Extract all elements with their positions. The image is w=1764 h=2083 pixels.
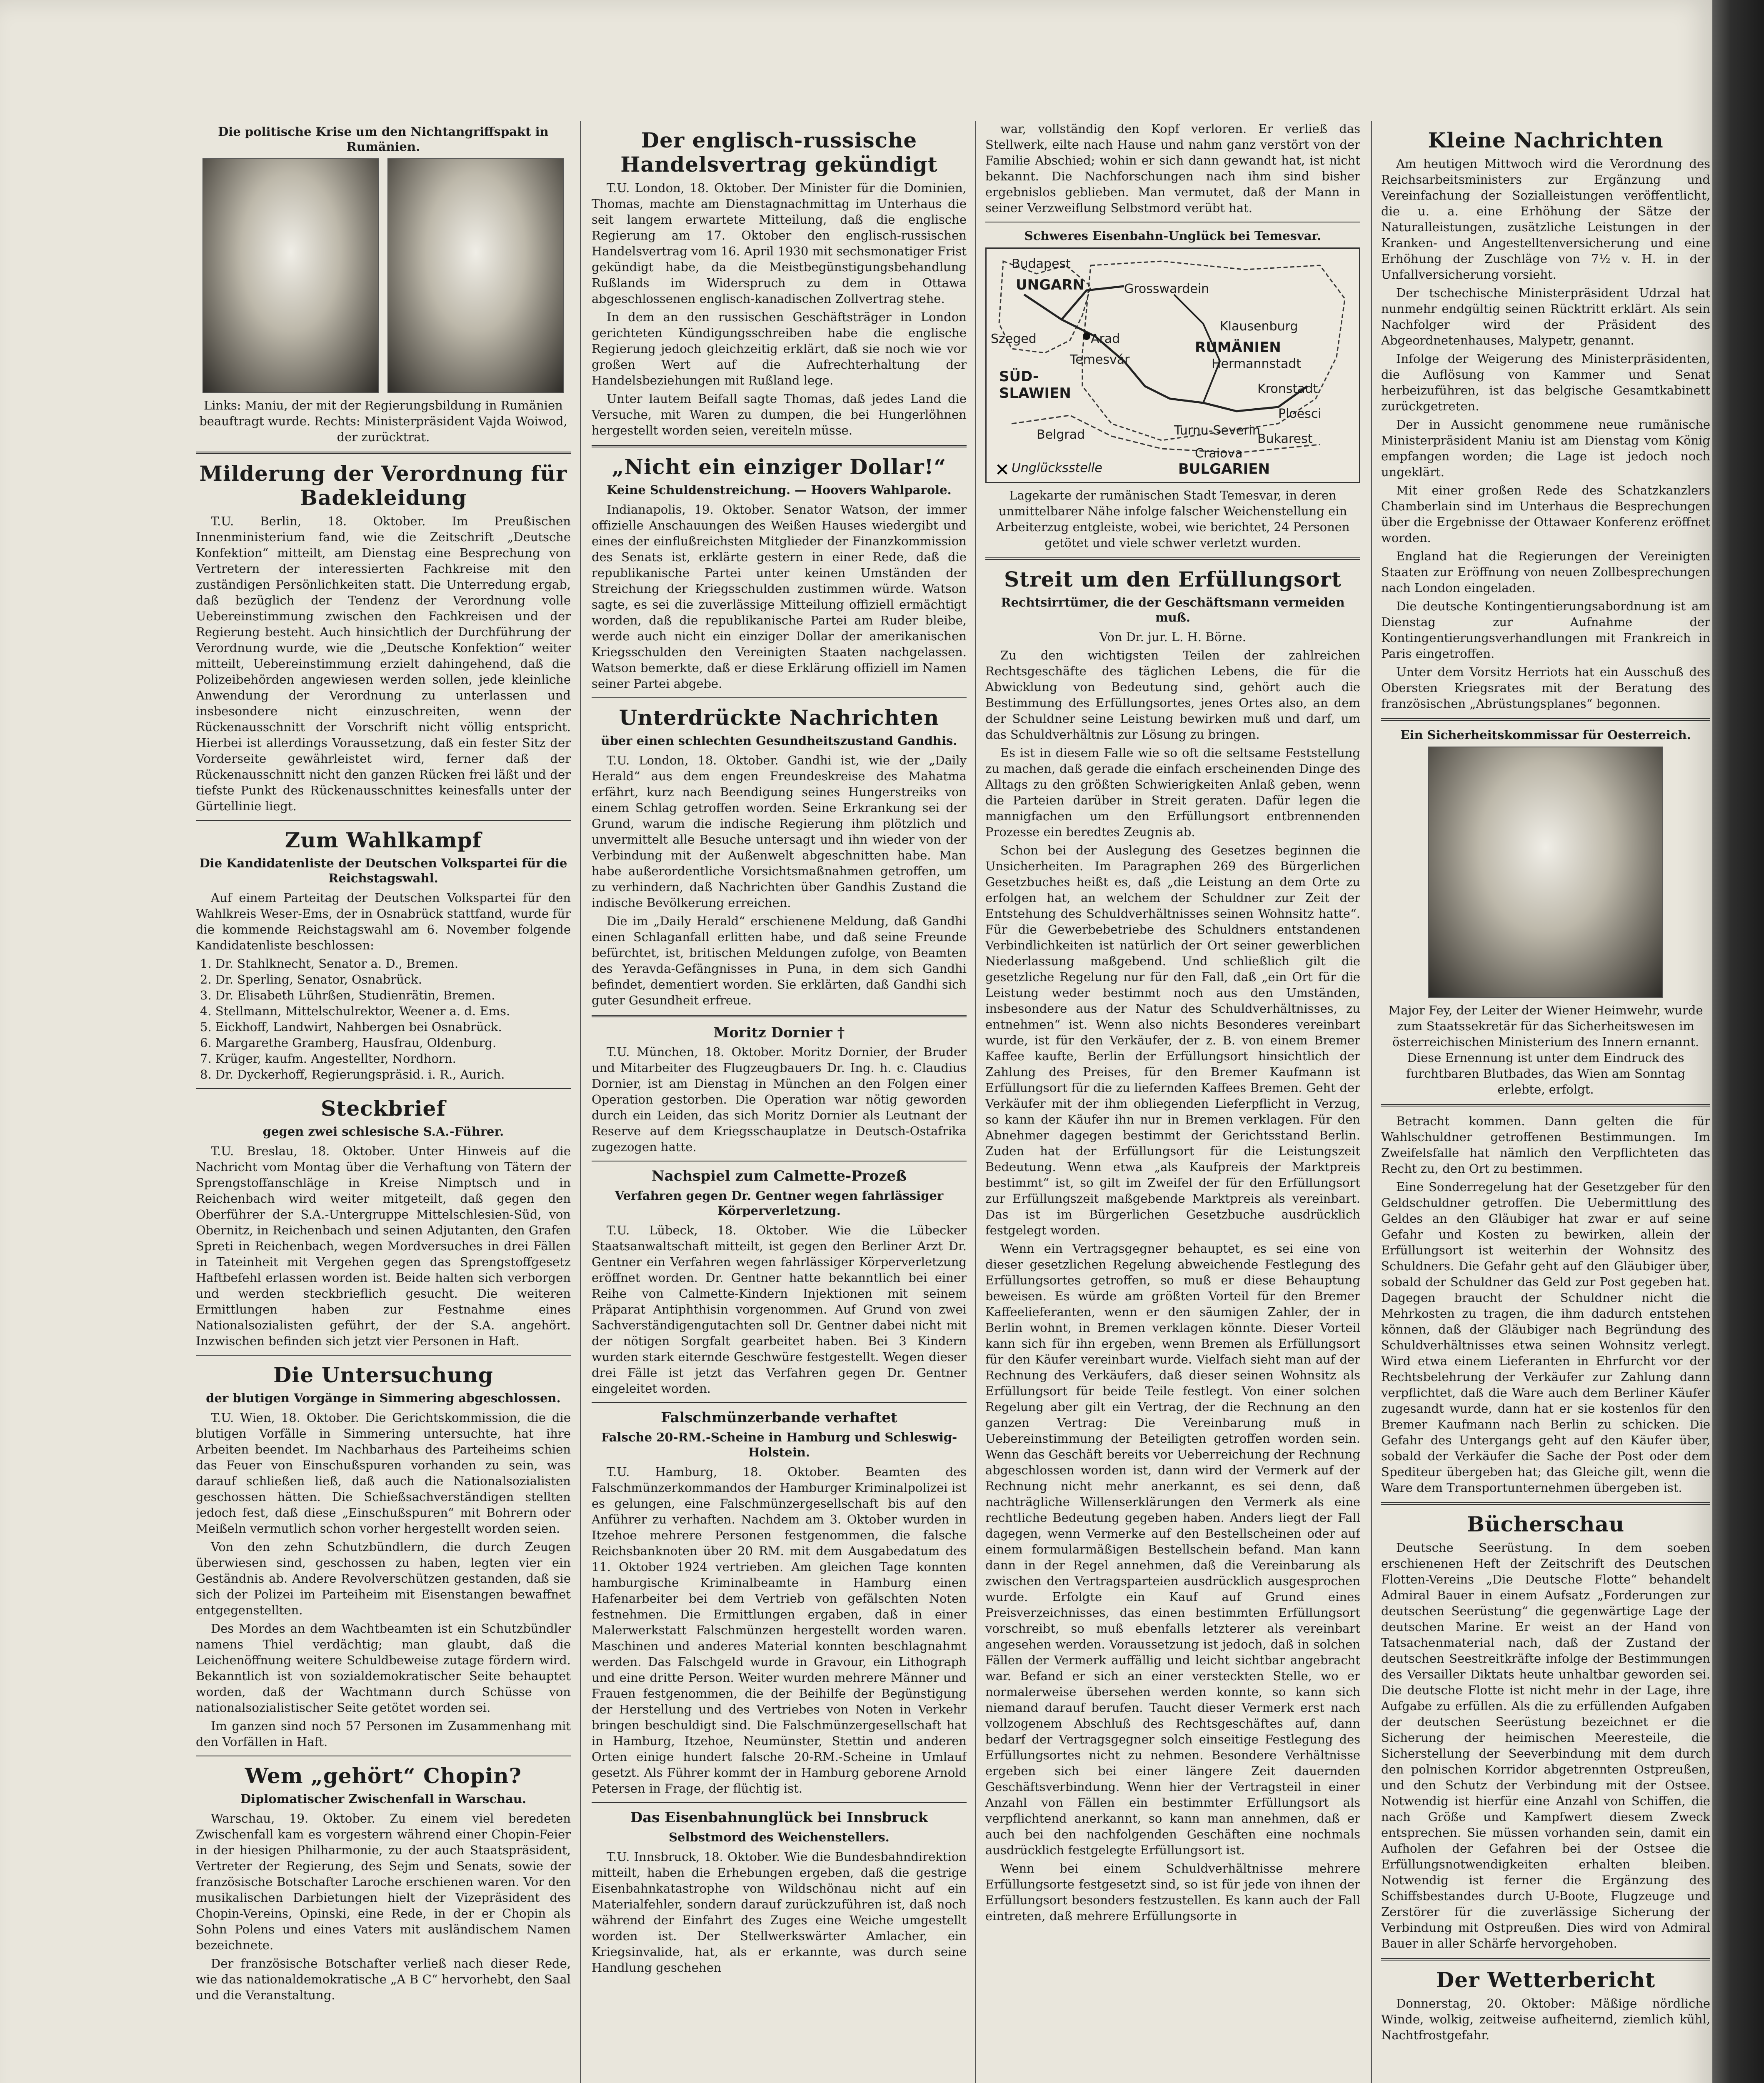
article-body: T.U. Wien, 18. Oktober. Die Gerichtskommission, die die blutigen Vorfälle in Simmering untersuchte, hat ihre Arbeiten beendet. Im Nachbarhaus des Parteiheims schien das Feuer von Einschußspuren vorhanden zu sein, was darauf schließen ließ, daß auch die Nationalsozialisten geschossen hätten. Die Schießsachverständigen stellten jedoch fest, daß diese „Einschußspuren“ mit Bohrern oder Meißeln vermutlich schon vorher hergestellt worden seien. — [196, 1411, 571, 1536]
separator — [592, 1402, 967, 1403]
separator — [196, 820, 571, 821]
map-label: Grosswardein — [1124, 282, 1209, 296]
map-label: Szeged — [991, 332, 1037, 346]
map-label: RUMÄNIEN — [1195, 339, 1281, 356]
article-subtitle: Diplomatischer Zwischenfall in Warschau. — [240, 1792, 527, 1806]
article-body: Die im „Daily Herald“ erschienene Meldung, daß Gandhi einen Schlaganfall erlitten habe, und daß seine Freunde befürchtet, ist, britischen Meldungen zufolge, von Beamten des Yeravda-Gefängnisses in Puna, in dem sich Gandhi befindet, dementiert worden. Sie erklärten, daß Gandhi sich guter Gesundheit erfreue. — [592, 914, 967, 1007]
article-title: Kleine Nachrichten — [1428, 128, 1664, 152]
list-item: 1. Dr. Stahlknecht, Senator a. D., Bremen. — [200, 957, 459, 971]
article-title: Die Untersuchung — [273, 1363, 493, 1387]
photo-heading: Die politische Krise um den Nichtangriffspakt in Rumänien. — [218, 125, 549, 154]
separator — [196, 1355, 571, 1356]
article-subtitle: der blutigen Vorgänge in Simmering abgeschlossen. — [206, 1391, 561, 1405]
map-label: Kronstadt — [1257, 382, 1318, 396]
map-label: Temesvár — [1070, 352, 1130, 367]
map-label: Belgrad — [1037, 427, 1085, 442]
portrait-maniu — [202, 158, 379, 393]
portrait-pair — [196, 158, 571, 393]
article-title: „Nicht ein einziger Dollar!“ — [612, 455, 947, 479]
article-title: Wem „gehört“ Chopin? — [245, 1763, 522, 1788]
separator — [985, 557, 1360, 560]
article-title: Nachspiel zum Calmette-Prozeß — [651, 1168, 907, 1184]
article-subtitle: Verfahren gegen Dr. Gentner wegen fahrlässiger Körperverletzung. — [615, 1189, 944, 1218]
article-body: In dem an den russischen Geschäftsträger in London gerichteten Kündigungsschreiben habe die englische Regierung jedoch gleichzeitig erklärt, daß sie noch wie vor großen Wert auf die Aufrechterhaltung der Handelsbeziehungen mit Rußland lege. — [592, 310, 967, 387]
map-label: Hermannstadt — [1212, 357, 1302, 371]
article-subtitle: Selbstmord des Weichenstellers. — [669, 1830, 889, 1844]
article-body: T.U. London, 18. Oktober. Der Minister für die Dominien, Thomas, machte am Dienstagnachmittag im Unterhaus die seit langem erwartete Mitteilung, daß die englische Regierung am 17. Oktober den englisch-russischen Handelsvertrag vom 16. April 1930 mit sechsmonatiger Frist gekündigt habe, da die Meistbegünstigungsbehandlung Rußlands im Widerspruch zu dem in Ottawa abgeschlossenen englisch-kanadischen Zollvertrag stehe. — [592, 181, 967, 306]
article-title: Falschmünzerbande verhaftet — [661, 1409, 897, 1426]
article-title: Steckbrief — [321, 1096, 446, 1121]
article-title: Streit um den Erfüllungsort — [1004, 567, 1342, 592]
column-2 — [592, 121, 967, 2083]
article-body: Mit einer großen Rede des Schatzkanzlers Chamberlain sind im Unterhaus die Besprechungen über die Ergebnisse der Ottawaer Konferenz eröffnet worden. — [1381, 483, 1710, 545]
article-body: Indianapolis, 19. Oktober. Senator Watson, der immer offizielle Anschauungen des Weißen Hauses wiedergibt und eines der einflußreichsten Mitglieder der Finanzkommission des Senats ist, erklärte gestern in einer Rede, daß die republikanische Partei unter keinen Umständen der Streichung der Kriegsschulden zustimmen würde. Watson sagte, es sei die zuverlässige Mitteilung offiziell ermächtigt worden, daß die republikanische Partei am Ruder bleibe, werde auch nicht ein einziger Dollar der amerikanischen Kriegsschulden den Vereinigten Staaten nachgelassen. Watson bemerkte, daß er diese Erklärung offiziell im Namen seiner Partei abgebe. — [592, 502, 967, 691]
map-label: Arad — [1091, 332, 1120, 346]
map-label: SLAWIEN — [999, 385, 1071, 402]
article-title: Unterdrückte Nachrichten — [619, 705, 939, 730]
separator — [196, 1088, 571, 1089]
article-body: Betracht kommen. Dann gelten die für Wahlschuldner getroffenen Bestimmungen. Im Zweifelsfalle hat nämlich den Verpflichteten das Recht zu, den Ort zu bestimmen. — [1381, 1114, 1710, 1176]
article-subtitle: Rechtsirrtümer, die der Geschäftsmann vermeiden muß. — [1001, 595, 1345, 624]
article-body: T.U. London, 18. Oktober. Gandhi ist, wie der „Daily Herald“ aus dem engen Freundeskreise des Mahatma erfährt, kurz nach Beendigung seines Hungerstreiks von einem Schlag getroffen worden. Seine Erkrankung sei der Grund, warum die indische Regierung ihm plötzlich und unvermittelt alle Besuche untersagt und ihn wieder von der Verbindung mit der Außenwelt abgeschnitten habe. Man habe außerordentliche Vorsichtsmaßnahmen getroffen, um zu verhindern, daß Nachrichten über Gandhis Zustand die indische Bevölkerung erreichen. — [592, 753, 967, 910]
column-3 — [985, 121, 1360, 2083]
article-title: Der Wetterbericht — [1436, 1968, 1656, 1992]
article-body: Unter dem Vorsitz Herriots hat ein Ausschuß des Obersten Kriegsrates mit der Beratung des französischen „Abrüstungsplanes“ begonnen. — [1381, 665, 1710, 711]
photo-heading: Ein Sicherheitskommissar für Oesterreich. — [1400, 728, 1691, 742]
list-item: 2. Dr. Sperling, Senator, Osnabrück. — [200, 972, 422, 987]
article-body: Es ist in diesem Falle wie so oft die seltsame Feststellung zu machen, daß gerade die einfach erscheinenden Dinge des Alltags zu den größten Schwierigkeiten Anlaß geben, wenn die Parteien darüber in Streit geraten. Dafür legen die mannigfachen um den Erfüllungsort entbrennenden Prozesse ein beredtes Zeugnis ab. — [985, 746, 1360, 839]
article-title: Bücherschau — [1467, 1512, 1625, 1536]
column-4 — [1381, 121, 1710, 2083]
column-rule — [1371, 121, 1372, 2083]
map-label: Ploesci — [1278, 407, 1322, 421]
article-body: Schon bei der Auslegung des Gesetzes beginnen die Unsicherheiten. Im Paragraphen 269 des Bürgerlichen Gesetzbuches heißt es, daß „die Leistung an dem Orte zu erfolgen hat, an welchem der Schuldner zur Zeit der Entstehung des Schuldverhältnisses seinen Wohnsitz hatte“. Für die Gewerbebetriebe des Schuldners entstandenen Verbindlichkeiten ist natürlich der Ort seiner gewerblichen Niederlassung maßgebend. Und schließlich gilt die gesetzliche Regelung nur für den Fall, daß „ein Ort für die Leistung weder bestimmt noch aus den Umständen, insbesondere aus der Natur des Schuldverhältnisses, zu entnehmen“ ist. Wenn also nichts Besonderes vereinbart wurde, ist für den Verkäufer, der z. B. von einem Bremer Kaffee kaufte, Berlin der Erfüllungsort hinsichtlich der Zahlung des Preises, für den Bremer Kaufmann ist Erfüllungsort für die zu liefernden Kaffees Bremen. Geht der Verkäufer mit der ihm obliegenden Lieferpflicht in Verzug, so kann der Käufer ihn nur in Bremen verklagen. Für den Abnehmer dagegen bestimmt der Gerichtsstand Berlin. Zuden hat der Erfüllungsort für die Leistungszeit Bedeutung. Wenn etwa „als Kaufpreis der Marktpreis bestimmt“ ist, so gilt im Zweifel der für den Erfüllungsort zur Erfüllungszeit maßgebende Marktpreis als vereinbart. Das ist im Bürgerlichen Gesetzbuche ausdrücklich festgelegt worden. — [985, 843, 1360, 1237]
map-label: Craiova — [1195, 446, 1243, 461]
article-subtitle: über einen schlechten Gesundheitszustand Gandhis. — [601, 734, 957, 748]
map-label: SÜD- — [999, 368, 1039, 385]
article-body: Warschau, 19. Oktober. Zu einem viel beredeten Zwischenfall kam es vorgestern während einer Chopin-Feier in der hiesigen Philharmonie, zu der auch Staatspräsident, Vertreter der Regierung, des Sejm und Senats, sowie der französische Botschafter Laroche erschienen waren. Vor den musikalischen Darbietungen hielt der Vizepräsident des Chopin-Vereins, Opinski, eine Rede, in der er Chopin als Sohn Polens und eines Vaters mit ausländischem Namen bezeichnete. — [196, 1811, 571, 1952]
article-body: T.U. Hamburg, 18. Oktober. Beamten des Falschmünzerkommandos der Hamburger Kriminalpolizei ist es gelungen, eine Falschmünzergesellschaft bis auf den Anführer zu verhaften. Nachdem am 3. Oktober wurden in Itzehoe mehrere Personen festgenommen, die falsche Reichsbanknoten über 20 RM. mit dem Ausgabedatum des 11. Oktober 1924 vertrieben. Am gleichen Tage konnten hamburgische Kriminalbeamte in Hamburg einen Hafenarbeiter bei dem Vertrieb von gefälschten Noten festnehmen. Die Ermittlungen ergaben, daß in einer Malerwerkstatt Falschmünzen hergestellt worden waren. Maschinen und anderes Material konnten beschlagnahmt werden. Das Falschgeld wurde in Gravour, ein Lithograph und eine dritte Person. Weiter wurden mehrere Männer und Frauen festgenommen, die der Beihilfe der Begünstigung der Herstellung und des Vertriebes von Noten in Verkehr bringen beschuldigt sind. Die Falschmünzergesellschaft hat in Hamburg, Itzehoe, Neumünster, Stettin und anderen Orten einige hundert falsche 20-RM.-Scheine in Umlauf gesetzt. Als Führer kommt der in Hamburg geborene Arnold Petersen in Frage, der flüchtig ist. — [592, 1465, 967, 1796]
article-body: war, vollständig den Kopf verloren. Er verließ das Stellwerk, eilte nach Hause und nahm ganz verstört von der Familie Abschied; wohin er sich dann gewandt hat, ist nicht bekannt. Die Nachforschungen nach ihm sind bisher ergebnislos geblieben. Man vermutet, daß der Mann in seiner Verzweiflung Selbstmord verübt hat. — [985, 122, 1360, 215]
article-body: T.U. Breslau, 18. Oktober. Unter Hinweis auf die Nachricht vom Montag über die Verhaftung von Tätern der Sprengstoffanschläge in Kreise Nimptsch und in Reichenbach wird weiter mitgeteilt, daß gegen den Oberführer der S.A.-Untergruppe Mittelschlesien-Süd, von Obernitz, in Reichenbach und seinen Adjutanten, den Grafen Spreti in Reichenbach, wegen Mordversuches in drei Fällen in Tateinheit mit Vergehen gegen das Sprengstoffgesetz Haftbefehl erlassen worden ist. Beide halten sich verborgen und werden steckbrieflich gesucht. Die weiteren Ermittlungen haben zur Festnahme eines Nationalsozialisten geführt, der der S.A. angehört. Inzwischen befinden sich jetzt vier Personen in Haft. — [196, 1144, 571, 1348]
list-item: 3. Dr. Elisabeth Lührßen, Studienrätin, Bremen. — [200, 988, 495, 1002]
separator — [1381, 1958, 1710, 1961]
separator — [196, 452, 571, 454]
list-item: 7. Krüger, kaufm. Angestellter, Nordhorn. — [200, 1051, 456, 1066]
article-body: England hat die Regierungen der Vereinigten Staaten zur Eröffnung von neuen Zollbesprechungen nach London eingeladen. — [1381, 549, 1710, 595]
article-body: Deutsche Seerüstung. In dem soeben erschienenen Heft der Zeitschrift des Deutschen Flotten-Vereins „Die Deutsche Flotte“ behandelt Admiral Bauer in einem Aufsatz „Forderungen zur deutschen Seerüstung“ die gegenwärtige Lage der deutschen Marine. Er weist an der Hand von Tatsachenmaterial nach, daß der Zustand der deutschen Seestreitkräfte infolge der Bestimmungen des Versailler Diktats heute unhaltbar geworden sei. Die deutsche Flotte ist nicht mehr in der Lage, ihre Aufgabe zu erfüllen. Als die zu erfüllenden Aufgaben der deutschen Seerüstung bezeichnet er die Sicherung der heimischen Meeresteile, die Sicherstellung der Seeverbindung mit dem durch den polnischen Korridor abgetrennten Ostpreußen, und den Schutz der Verbindung mit der Ostsee. Notwendig ist hierfür eine Anzahl von Schiffen, die nach Größe und Kampfwert diesem Zweck entsprechen. Sie müssen vorhanden sein, damit ein Aufholen der Gefahren bei der Ostsee die Erfüllungsnotwendigkeiten erhalten bleiben. Notwendig ist ferner die Ergänzung des Schiffsbestandes durch U-Boote, Flugzeuge und Zerstörer für die zuverlässige Sicherung der Verbindung mit Ostpreußen. Dies wird von Admiral Bauer in aller Schärfe hervorgehoben. — [1381, 1541, 1710, 1951]
article-body: T.U. Berlin, 18. Oktober. Im Preußischen Innenministerium fand, wie die Zeitschrift „Deutsche Konfektion“ mitteilt, am Dienstag eine Besprechung von Vertretern der interessierten Fachkreise mit den zuständigen Persönlichkeiten statt. Die Unterredung ergab, daß bezüglich der Tendenz der Verordnung volle Uebereinstimmung zwischen den Fachkreisen und der Regierung besteht. Auch hinsichtlich der Durchführung der Verordnung wurde, wie die „Deutsche Konfektion“ weiter mitteilt, Uebereinstimmung erzielt dahingehend, daß die Polizeibehörden angewiesen werden sollen, jede kleinliche Anwendung der Verordnung zu unterlassen und insbesondere nicht einzuschreiten, wenn der Rückenausschnitt der Vorschrift nicht völlig entspricht. Hierbei ist allerdings Voraussetzung, daß ein fester Sitz der Vorderseite gewährleistet wird, ferner daß der Rückenausschnitt nicht den ganzen Rücken frei läßt und der tiefste Punkt des Rückenausschnittes keinesfalls unter der Gürtellinie liegt. — [196, 514, 571, 813]
map-label: Budapest — [1012, 257, 1071, 271]
article-subtitle: gegen zwei schlesische S.A.-Führer. — [262, 1124, 504, 1139]
separator — [1381, 1104, 1710, 1106]
svg-text:✕: ✕ — [995, 460, 1010, 480]
article-subtitle: Die Kandidatenliste der Deutschen Volkspartei für die Reichstagswahl. — [199, 856, 567, 885]
article-body: Wenn ein Vertragsgegner behauptet, es sei eine von dieser gesetzlichen Regelung abweichende Festlegung des Erfüllungsortes getroffen, so muß er diese Behauptung beweisen. Es würde am größten Vorteil für den Bremer Kaffeelieferanten, wenn er den säumigen Zahler, der in Berlin wohnt, in Bremen verklagen könnte. Dieser Vorteil kann sich für ihn ergeben, wenn Bremen als Erfüllungsort für den Käufer vereinbart wurde. Vielfach sieht man auf der Rechnung des Verkäufers, daß dieser seinen Wohnsitz als Erfüllungsort für beide Teile festlegt. Von einer solchen Regelung aber gilt ein Vertrag, der die Rechnung an den ganzen Vertrag: Die Vereinbarung muß in Uebereinstimmung der Beteiligten getroffen worden sein. Wenn das Geschäft bereits vor Ueberreichung der Rechnung abgeschlossen worden ist, dann wird der Vermerk auf der Rechnung nicht mehr anerkannt, es sei denn, daß nachträgliche Willenserklärungen den Vermerk als eine rechtliche Bedeutung gegeben haben. Anders liegt der Fall dagegen, wenn Vermerke auf den Bestellscheinen oder auf einem formularmäßigen Bestellschein befand. Man kann dann in der Regel annehmen, daß die Vereinbarung als zwischen den Vertragsparteien ausdrücklich ausgesprochen wurde. Erfolgte ein Kauf auf Grund eines Preisverzeichnisses, das einen bestimmten Erfüllungsort vorschreibt, so muß ebenfalls letzterer als vereinbart angesehen werden. Voraussetzung ist jedoch, daß in solchen Fällen der Vermerk auffällig und leicht sichtbar angebracht war. Befand er sich an einer versteckten Stelle, wo er normalerweise übersehen werden konnte, so kann sich niemand darauf berufen. Taucht dieser Vermerk erst nach vollzogenem Abschluß des Rechtsgeschäftes auf, dann bedarf der Vertragsgegner solch einseitige Festlegung des Erfüllungsortes nicht zu nehmen. Besondere Verhältnisse ergeben sich bei einer längere Zeit dauernden Geschäftsverbindung. Wenn hier der Vertragsteil in einer Anzahl von Fällen ein bestimmter Erfüllungsort als verpflichtend anerkannt, so kann man annehmen, daß er auch bei den nachfolgenden Geschäften eine nochmals ausdrücklich festgelegte Erfüllungsort ist. — [985, 1241, 1360, 1857]
map-label: Bukarest — [1257, 432, 1313, 446]
article-subtitle: Keine Schuldenstreichung. — Hoovers Wahlparole. — [607, 483, 952, 497]
article-body: Infolge der Weigerung des Ministerpräsidenten, die Auflösung von Kammer und Senat herbeizuführen, ist das belgische Gesamtkabinett zurückgetreten. — [1381, 352, 1710, 413]
column-1 — [196, 121, 571, 2083]
photo-caption: Major Fey, der Leiter der Wiener Heimwehr, wurde zum Staatssekretär für das Sicherheitswesen im österreichischen Ministerium des Innern ernannt. Diese Ernennung ist unter dem Eindruck des furchtbaren Blutbades, das Wien am Sonntag erlebte, erfolgt. — [1388, 1003, 1703, 1096]
article-body: Des Mordes an dem Wachtbeamten ist ein Schutzbündler namens Thiel verdächtig; man glaubt, daß die Leichenöffnung weitere Schuldbeweise zutage fördern wird. Bekanntlich ist von sozialdemokratischer Seite behauptet worden, daß der Wachtmann durch Schüsse von nationalsozialistischer Seite getötet worden sei. — [196, 1621, 571, 1715]
article-body: Im ganzen sind noch 57 Personen im Zusammenhang mit den Vorfällen in Haft. — [196, 1719, 571, 1749]
article-body: Zu den wichtigsten Teilen der zahlreichen Rechtsgeschäfte des täglichen Lebens, die für die Abwicklung von Bedeutung sind, gehört auch die Bestimmung des Erfüllungsortes, jenes Ortes also, an dem der Schuldner seine Leistung bewirken muß und darf, um das Schuldverhältnis zur Lösung zu bringen. — [985, 648, 1360, 742]
article-body: T.U. Innsbruck, 18. Oktober. Wie die Bundesbahndirektion mitteilt, haben die Erhebungen ergeben, daß die gestrige Eisenbahnkatastrophe von Wildschönau nicht auf ein Materialfehler, sondern darauf zurückzuführen ist, daß noch während der Einfahrt des Zuges eine Weiche umgestellt worden ist. Der Stellwerkswärter Amlacher, ein Kriegsinvalide, hat, als er erkannte, was durch seine Handlung geschehen — [592, 1850, 967, 1975]
article-body: Der tschechische Ministerpräsident Udrzal hat nunmehr endgültig seinen Rücktritt erklärt. Als sein Nachfolger wird der Präsident des Abgeordnetenhauses, Malypetr, genannt. — [1381, 286, 1710, 347]
separator — [592, 1802, 967, 1803]
separator — [592, 445, 967, 447]
article-author: Von Dr. jur. L. H. Börne. — [1099, 630, 1246, 644]
list-item: 8. Dr. Dyckerhoff, Regierungspräsid. i. R., Aurich. — [200, 1067, 505, 1081]
article-body: Von den zehn Schutzbündlern, die durch Zeugen überwiesen sind, geschossen zu haben, legten vier ein Geständnis ab. Andere Revolverschützen gestanden, daß sie sich der Polizei im Parteiheim mit Eisenstangen bewaffnet entgegenstellten. — [196, 1540, 571, 1617]
portrait-major-fey — [1428, 747, 1663, 998]
list-item: 5. Eickhoff, Landwirt, Nahbergen bei Osnabrück. — [200, 1020, 502, 1034]
separator — [592, 1015, 967, 1017]
article-body: Der französische Botschafter verließ nach dieser Rede, wie das nationaldemokratische „A B C“ hervorhebt, den Saal und die Veranstaltung. — [196, 1956, 571, 2002]
candidate-list — [200, 956, 571, 1082]
article-body: Der in Aussicht genommene neue rumänische Ministerpräsident Maniu ist am Dienstag vom König empfangen worden; die Lage ist jedoch noch ungeklärt. — [1381, 417, 1710, 479]
railway-accident-map — [985, 247, 1360, 483]
article-body: Eine Sonderregelung hat der Gesetzgeber für den Geldschuldner getroffen. Die Uebermittlung des Geldes an den Gläubiger hat zwar er auf seine Gefahr und Kosten zu bewirken, allein der Erfüllungsort ist weiterhin der Wohnsitz des Schuldners. Die Gefahr geht auf den Gläubiger über, sobald der Schuldner das Geld zur Post gegeben hat. Dagegen braucht der Schuldner nicht die Mehrkosten zu tragen, die ihm dadurch entstehen können, daß der Gläubiger nach Begründung des Schuldverhältnisses etwa seinen Wohnsitz verlegt. Wird etwa einem Lieferanten in Ehrfurcht vor der Rechtsbelehrung der Verkäufer zur Zahlung dann verpflichtet, daß die Ware auch dem Berliner Käufer zugesandt wurde, dann hat er sie kostenlos für den Bremer Kaufmann nach Berlin zu schicken. Die Gefahr des Untergangs geht auf den Käufer über, sobald der Verkäufer die Sache der Post oder dem Spediteur übergeben hat; das Gleiche gilt, wenn die Ware dem Transportunternehmen übergeben ist. — [1381, 1180, 1710, 1495]
article-title: Zum Wahlkampf — [285, 828, 482, 852]
separator — [592, 697, 967, 698]
map-title: Schweres Eisenbahn-Unglück bei Temesvar. — [1024, 229, 1322, 243]
photo-caption: Links: Maniu, der mit der Regierungsbildung in Rumänien beauftragt wurde. Rechts: Ministerpräsident Vajda Woiwod, der zurücktrat. — [199, 398, 567, 444]
list-item: 4. Stellmann, Mittelschulrektor, Weener a. d. Ems. — [200, 1004, 510, 1018]
column-rule — [975, 121, 976, 2083]
article-title: Der englisch-russische Handelsvertrag gekündigt — [620, 128, 938, 177]
binding-edge — [1712, 0, 1764, 2083]
map-label: Turnu-Severin — [1174, 423, 1260, 438]
article-body: Wenn bei einem Schuldverhältnisse mehrere Erfüllungsorte festgesetzt sind, so ist für jede von ihnen der Erfüllungsort besonders festzustellen. Es kann auch der Fall eintreten, daß mehrere Erfüllungsorte in — [985, 1861, 1360, 1923]
article-body: Am heutigen Mittwoch wird die Verordnung des Reichsarbeitsministers zur Ergänzung und Vereinfachung der Sozialleistungen veröffentlicht, die u. a. eine Erhöhung der Sätze der Naturalleistungen, zusätzliche Leistungen in der Kranken- und Angestelltenversicherung und eine Erhöhung der Zuschläge von 7½ v. H. in der Unfallversicherung vorsieht. — [1381, 157, 1710, 282]
article-body: T.U. Lübeck, 18. Oktober. Wie die Lübecker Staatsanwaltschaft mitteilt, ist gegen den Berliner Arzt Dr. Gentner ein Verfahren wegen fahrlässiger Körperverletzung eröffnet worden. Dr. Gentner hatte bekanntlich bei einer Reihe von Calmette-Kindern Injektionen mit seinem Präparat Antiphthisin vorgenommen. Auf Grund von zwei Sachverständigengutachten soll Dr. Gentner dabei nicht mit der nötigen Sorgfalt gearbeitet haben. Bei 3 Kindern wurden stark eiternde Geschwüre festgestellt. Wegen dieser drei Fälle ist jetzt das Verfahren gegen Dr. Gentner eingeleitet worden. — [592, 1223, 967, 1396]
column-rule — [580, 121, 581, 2083]
map-caption: Lagekarte der rumänischen Stadt Temesvar, in deren unmittelbarer Nähe infolge falscher Weichenstellung ein Arbeiterzug entgleiste, wobei, wie berichtet, 24 Personen getötet und viele schwer verletzt wurden. — [996, 488, 1350, 550]
separator — [1381, 718, 1710, 721]
article-body: T.U. München, 18. Oktober. Moritz Dornier, der Bruder und Mitarbeiter des Flugzeugbauers Dr. Ing. h. c. Claudius Dornier, ist am Dienstag in München an den Folgen einer Operation gestorben. Die Operation war nötig geworden durch ein Leiden, das sich Moritz Dornier als Leutnant der Reserve auf dem Kriegsschauplatze in Deutsch-Ostafrika zugezogen hatte. — [592, 1045, 967, 1154]
article-title: Milderung der Verordnung für Badekleidung — [199, 461, 567, 510]
map-label: UNGARN — [1016, 277, 1084, 293]
portrait-vajda — [387, 158, 564, 393]
article-body: Auf einem Parteitag der Deutschen Volkspartei für den Wahlkreis Weser-Ems, der in Osnabrück stattfand, wurde für die kommende Reichstagswahl am 6. November folgende Kandidatenliste beschlossen: — [196, 891, 571, 952]
article-body: Unter lautem Beifall sagte Thomas, daß jedes Land die Versuche, mit Waren zu dumpen, die bei Hungerlöhnen hergestellt worden seien, vereiteln müsse. — [592, 392, 967, 437]
article-subtitle: Falsche 20-RM.-Scheine in Hamburg und Schleswig-Holstein. — [601, 1430, 957, 1459]
list-item: 6. Margarethe Gramberg, Hausfrau, Oldenburg. — [200, 1036, 497, 1050]
article-body: Die deutsche Kontingentierungsabordnung ist am Dienstag zur Aufnahme der Kontingentierungsverhandlungen mit Frankreich in Paris eingetroffen. — [1381, 599, 1710, 661]
article-title: Moritz Dornier † — [713, 1024, 845, 1041]
map-legend-accident: Unglücksstelle — [1012, 461, 1102, 475]
article-body: Donnerstag, 20. Oktober: Mäßige nördliche Winde, wolkig, zeitweise aufheiternd, ziemlich kühl, Nachtfrostgefahr. — [1381, 1996, 1710, 2042]
separator — [1381, 1502, 1710, 1505]
map-label: BULGARIEN — [1178, 461, 1270, 477]
article-title: Das Eisenbahnunglück bei Innsbruck — [630, 1809, 928, 1826]
map-label: Klausenburg — [1220, 319, 1298, 334]
